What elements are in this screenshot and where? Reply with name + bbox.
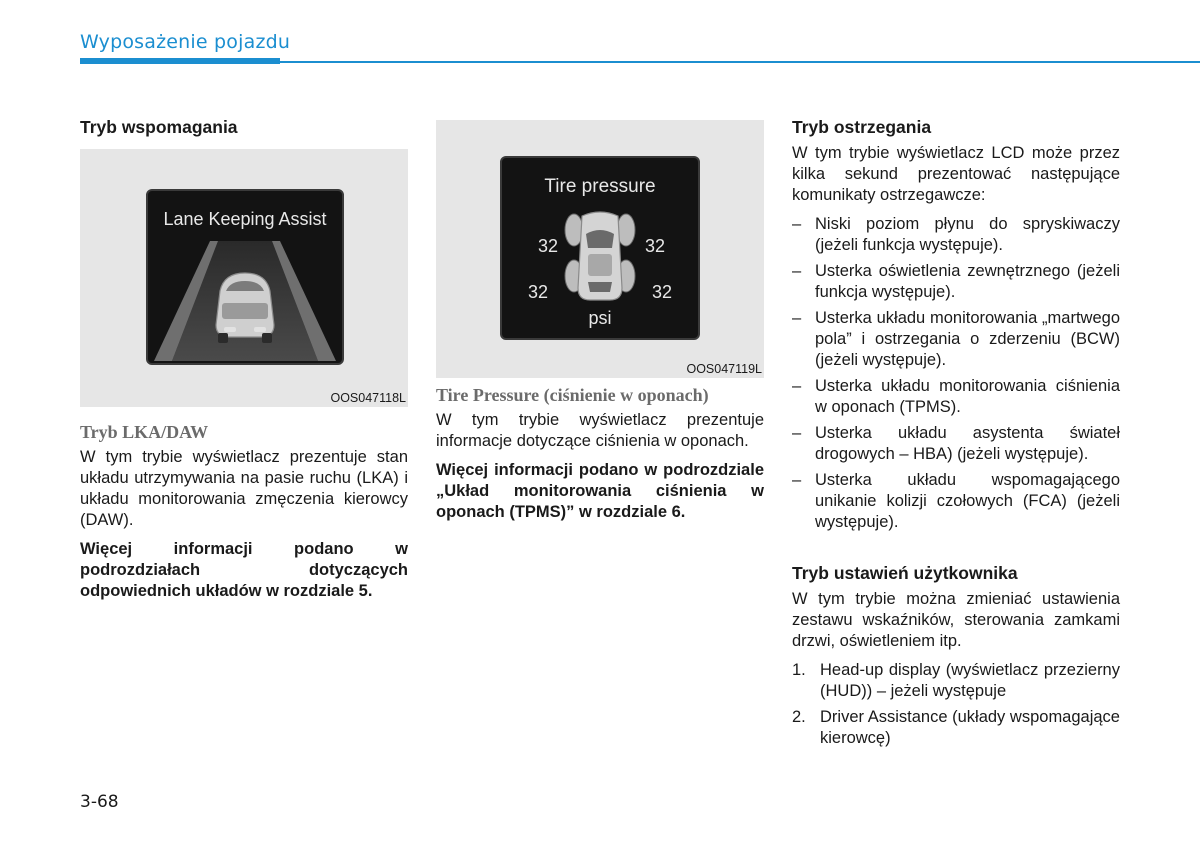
lka-paragraph: W tym trybie wyświetlacz prezentuje stan układu utrzymywania na pasie ruchu (LKA) i układu monitorowania zmęczenia kierowcy (DAW). <box>80 448 408 529</box>
lka-display-screen <box>146 189 344 365</box>
header-rule-accent <box>80 58 280 64</box>
user-intro: W tym trybie można zmieniać ustawienia zestawu wskaźników, sterowania zamkami drzwi, oświetleniem itp. <box>792 590 1120 650</box>
lane-car-icon <box>148 233 342 363</box>
list-item: 1. Head-up display (wyświetlacz przezierny (HUD)) – jeżeli występuje <box>792 661 1120 700</box>
dash-marker: – <box>792 377 802 395</box>
pressure-unit: psi <box>588 308 612 328</box>
warning-list <box>792 214 1120 533</box>
subheading-tire-pressure: Tire Pressure (ciśnienie w oponach) <box>436 385 709 405</box>
dash-marker: – <box>792 215 802 233</box>
subheading-lka-daw: Tryb LKA/DAW <box>80 422 209 442</box>
warning-intro: W tym trybie wyświetlacz LCD może przez kilka sekund prezentować następujące komunikaty ostrzegawcze: <box>792 144 1120 204</box>
section-title: Wyposażenie pojazdu <box>80 31 291 53</box>
column-warning-user <box>792 115 1120 754</box>
list-item: – Usterka układu monitorowania „martwego pola” i ostrzegania o zderzeniu (BCW) (jeżeli występuje). <box>792 309 1120 369</box>
lka-note: Więcej informacji podano w podrozdziałach dotyczących odpowiednich układów w rozdziale 5. <box>80 540 408 600</box>
lka-screen-title: Lane Keeping Assist <box>163 209 327 229</box>
list-item: – Niski poziom płynu do spryskiwaczy (jeżeli funkcja występuje). <box>792 215 1120 254</box>
tire-front-right-value: 32 <box>645 236 666 256</box>
figure-code: OOS047119L <box>686 362 762 376</box>
list-item: – Usterka układu wspomagającego unikanie kolizji czołowych (FCA) (jeżeli występuje). <box>792 471 1120 531</box>
figure-code: OOS047118L <box>330 391 406 405</box>
list-number: 2. <box>792 708 806 726</box>
user-settings-list <box>792 660 1120 749</box>
heading-user-settings: Tryb ustawień użytkownika <box>792 563 1018 583</box>
tpms-paragraph: W tym trybie wyświetlacz prezentuje informacje dotyczące ciśnienia w oponach. <box>436 411 764 450</box>
tire-front-left-value: 32 <box>538 236 559 256</box>
tire-rear-right-value: 32 <box>652 282 673 302</box>
figure-tire-pressure <box>436 120 764 378</box>
tire-rear-left-value: 32 <box>528 282 549 302</box>
column-assist-mode <box>80 115 408 610</box>
dash-marker: – <box>792 262 802 280</box>
tpms-screen-title: Tire pressure <box>544 176 656 197</box>
list-item: – Usterka układu asystenta świateł drogowych – HBA) (jeżeli występuje). <box>792 424 1120 463</box>
list-number: 1. <box>792 661 806 679</box>
dash-marker: – <box>792 471 802 489</box>
page-number: 3-68 <box>80 792 119 812</box>
tpms-note: Więcej informacji podano w podrozdziale „Układ monitorowania ciśnienia w oponach (TPMS)” w rozdziale 6. <box>436 461 764 521</box>
heading-assist-mode: Tryb wspomagania <box>80 117 238 137</box>
tpms-display-screen <box>500 156 700 340</box>
list-item: – Usterka oświetlenia zewnętrznego (jeżeli funkcja występuje). <box>792 262 1120 301</box>
dash-marker: – <box>792 424 802 442</box>
heading-warning-mode: Tryb ostrzegania <box>792 117 932 137</box>
list-item: 2. Driver Assistance (układy wspomagające kierowcę) <box>792 708 1120 747</box>
dash-marker: – <box>792 309 802 327</box>
figure-lka <box>80 149 408 407</box>
list-item: – Usterka układu monitorowania ciśnienia w oponach (TPMS). <box>792 377 1120 416</box>
column-tire-pressure <box>436 120 764 531</box>
